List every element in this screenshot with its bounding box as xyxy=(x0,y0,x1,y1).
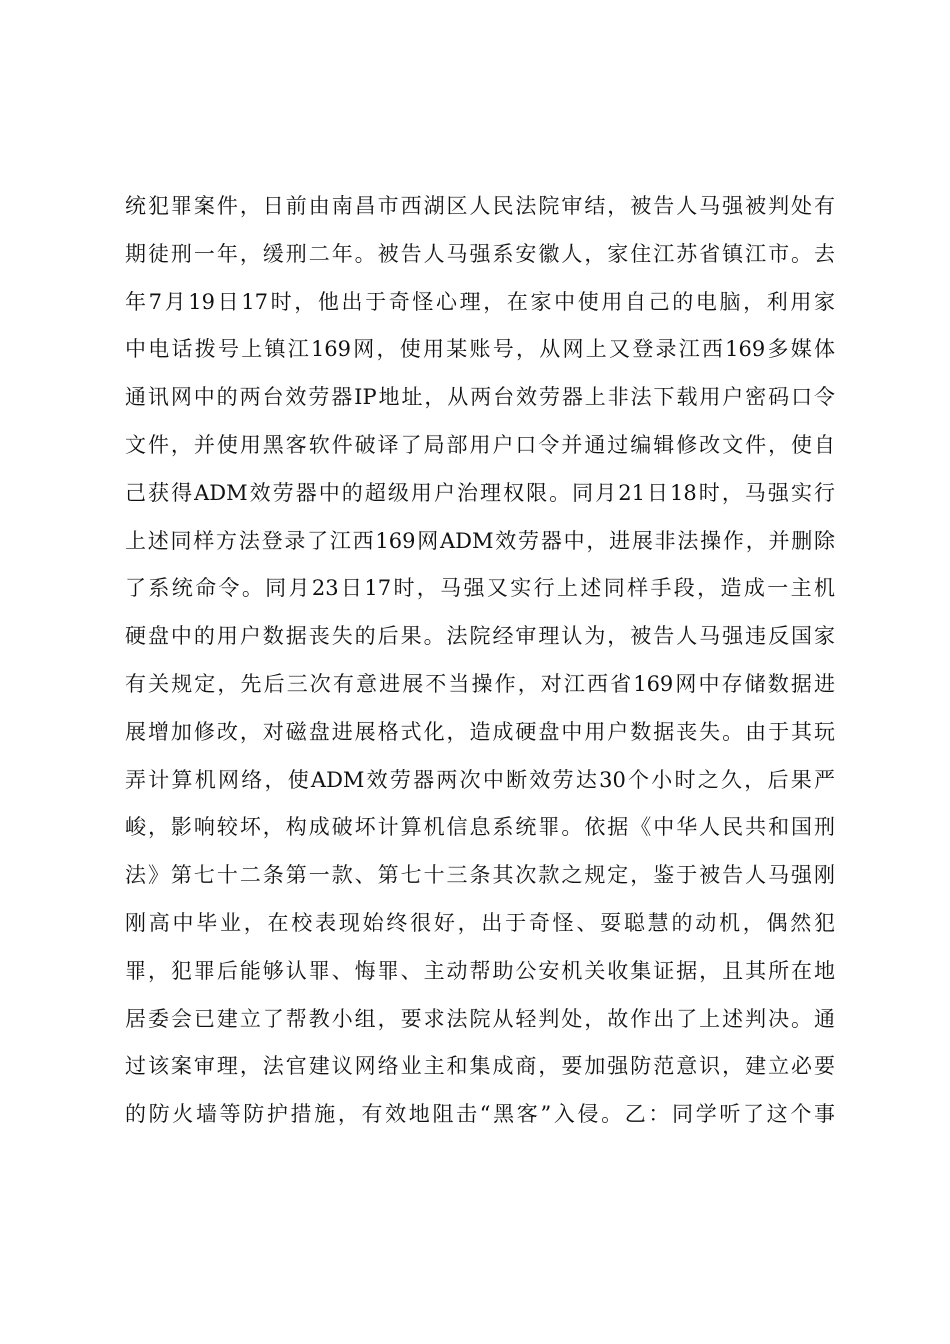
text-line-17: 罪，犯罪后能够认罪、悔罪、主动帮助公安机关收集证据，且其所在地 xyxy=(125,958,835,983)
text-line-2: 期徒刑一年，缓刑二年。被告人马强系安徽人，家住江苏省镇江市。去 xyxy=(125,241,835,266)
text-line-12: 展增加修改，对磁盘进展格式化，造成硬盘中用户数据丧失。由于其玩 xyxy=(125,719,835,744)
document-body xyxy=(125,183,835,1139)
text-line-15: 法》第七十二条第一款、第七十三条其次款之规定，鉴于被告人马强刚 xyxy=(125,863,835,888)
text-line-4: 中电话拨号上镇江169网，使用某账号，从网上又登录江西169多媒体 xyxy=(125,337,835,362)
text-line-7: 己获得ADM效劳器中的超级用户治理权限。同月21日18时，马强实行 xyxy=(125,480,835,505)
text-line-13: 弄计算机网络，使ADM效劳器两次中断效劳达30个小时之久，后果严 xyxy=(125,767,835,792)
text-line-18: 居委会已建立了帮教小组，要求法院从轻判处，故作出了上述判决。通 xyxy=(125,1006,835,1031)
text-line-11: 有关规定，先后三次有意进展不当操作，对江西省169网中存储数据进 xyxy=(125,671,835,696)
text-line-14: 峻，影响较坏，构成破坏计算机信息系统罪。依据《中华人民共和国刑 xyxy=(125,815,835,840)
text-line-1: 统犯罪案件，日前由南昌市西湖区人民法院审结，被告人马强被判处有 xyxy=(125,194,835,218)
text-line-9: 了系统命令。同月23日17时，马强又实行上述同样手段，造成一主机 xyxy=(125,576,835,601)
text-line-6: 文件，并使用黑客软件破译了局部用户口令并通过编辑修改文件，使自 xyxy=(125,432,835,457)
text-line-3: 年7月19日17时，他出于奇怪心理，在家中使用自己的电脑，利用家 xyxy=(125,289,835,314)
text-line-19: 过该案审理，法官建议网络业主和集成商，要加强防范意识，建立必要 xyxy=(125,1054,835,1079)
text-line-20: 的防火墙等防护措施，有效地阻击“黑客”入侵。乙：同学听了这个事 xyxy=(125,1102,835,1127)
text-line-16: 刚高中毕业，在校表现始终很好，出于奇怪、耍聪慧的动机，偶然犯 xyxy=(125,910,835,935)
text-line-10: 硬盘中的用户数据丧失的后果。法院经审理认为，被告人马强违反国家 xyxy=(125,624,835,649)
text-line-8: 上述同样方法登录了江西169网ADM效劳器中，进展非法操作，并删除 xyxy=(125,528,835,553)
text-line-5: 通讯网中的两台效劳器IP地址，从两台效劳器上非法下载用户密码口令 xyxy=(125,385,835,410)
